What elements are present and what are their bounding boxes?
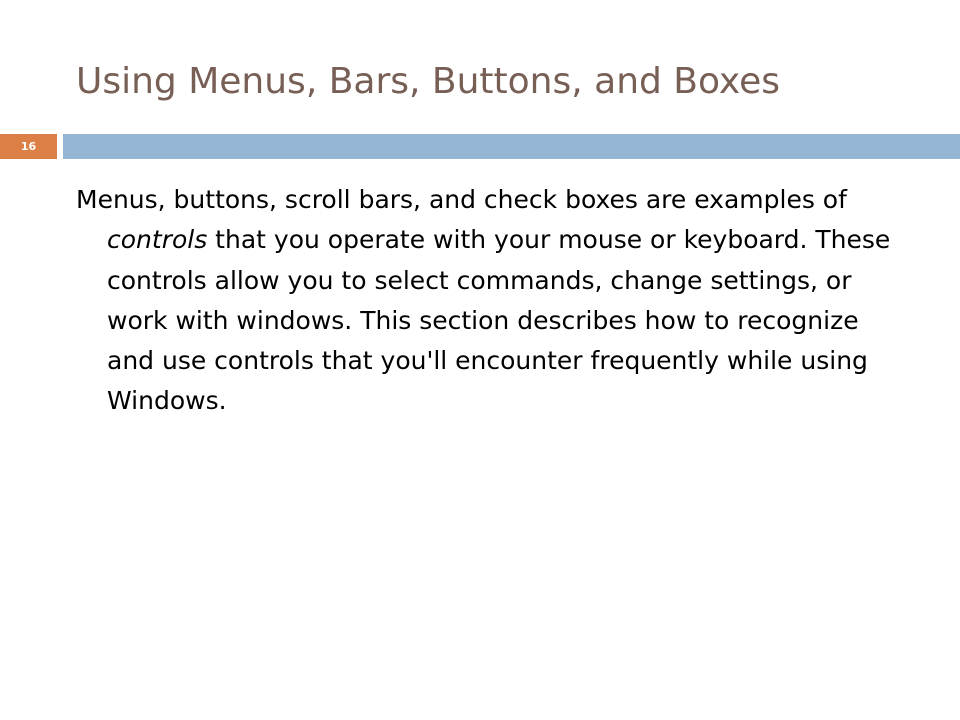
slide-number-badge: 16: [0, 134, 57, 159]
body-text-part1: Menus, buttons, scroll bars, and check boxes are examples of: [76, 185, 847, 214]
slide-title: Using Menus, Bars, Buttons, and Boxes: [76, 61, 781, 102]
accent-bar: [63, 134, 960, 159]
body-paragraph: [76, 180, 907, 422]
body-text-part2: that you operate with your mouse or keyboard. These controls allow you to select commands, change settings, or work with windows. This section describes how to recognize and use controls that you'll encounter frequently while using Windows.: [107, 225, 891, 416]
body-text-emphasis: controls: [107, 225, 208, 255]
